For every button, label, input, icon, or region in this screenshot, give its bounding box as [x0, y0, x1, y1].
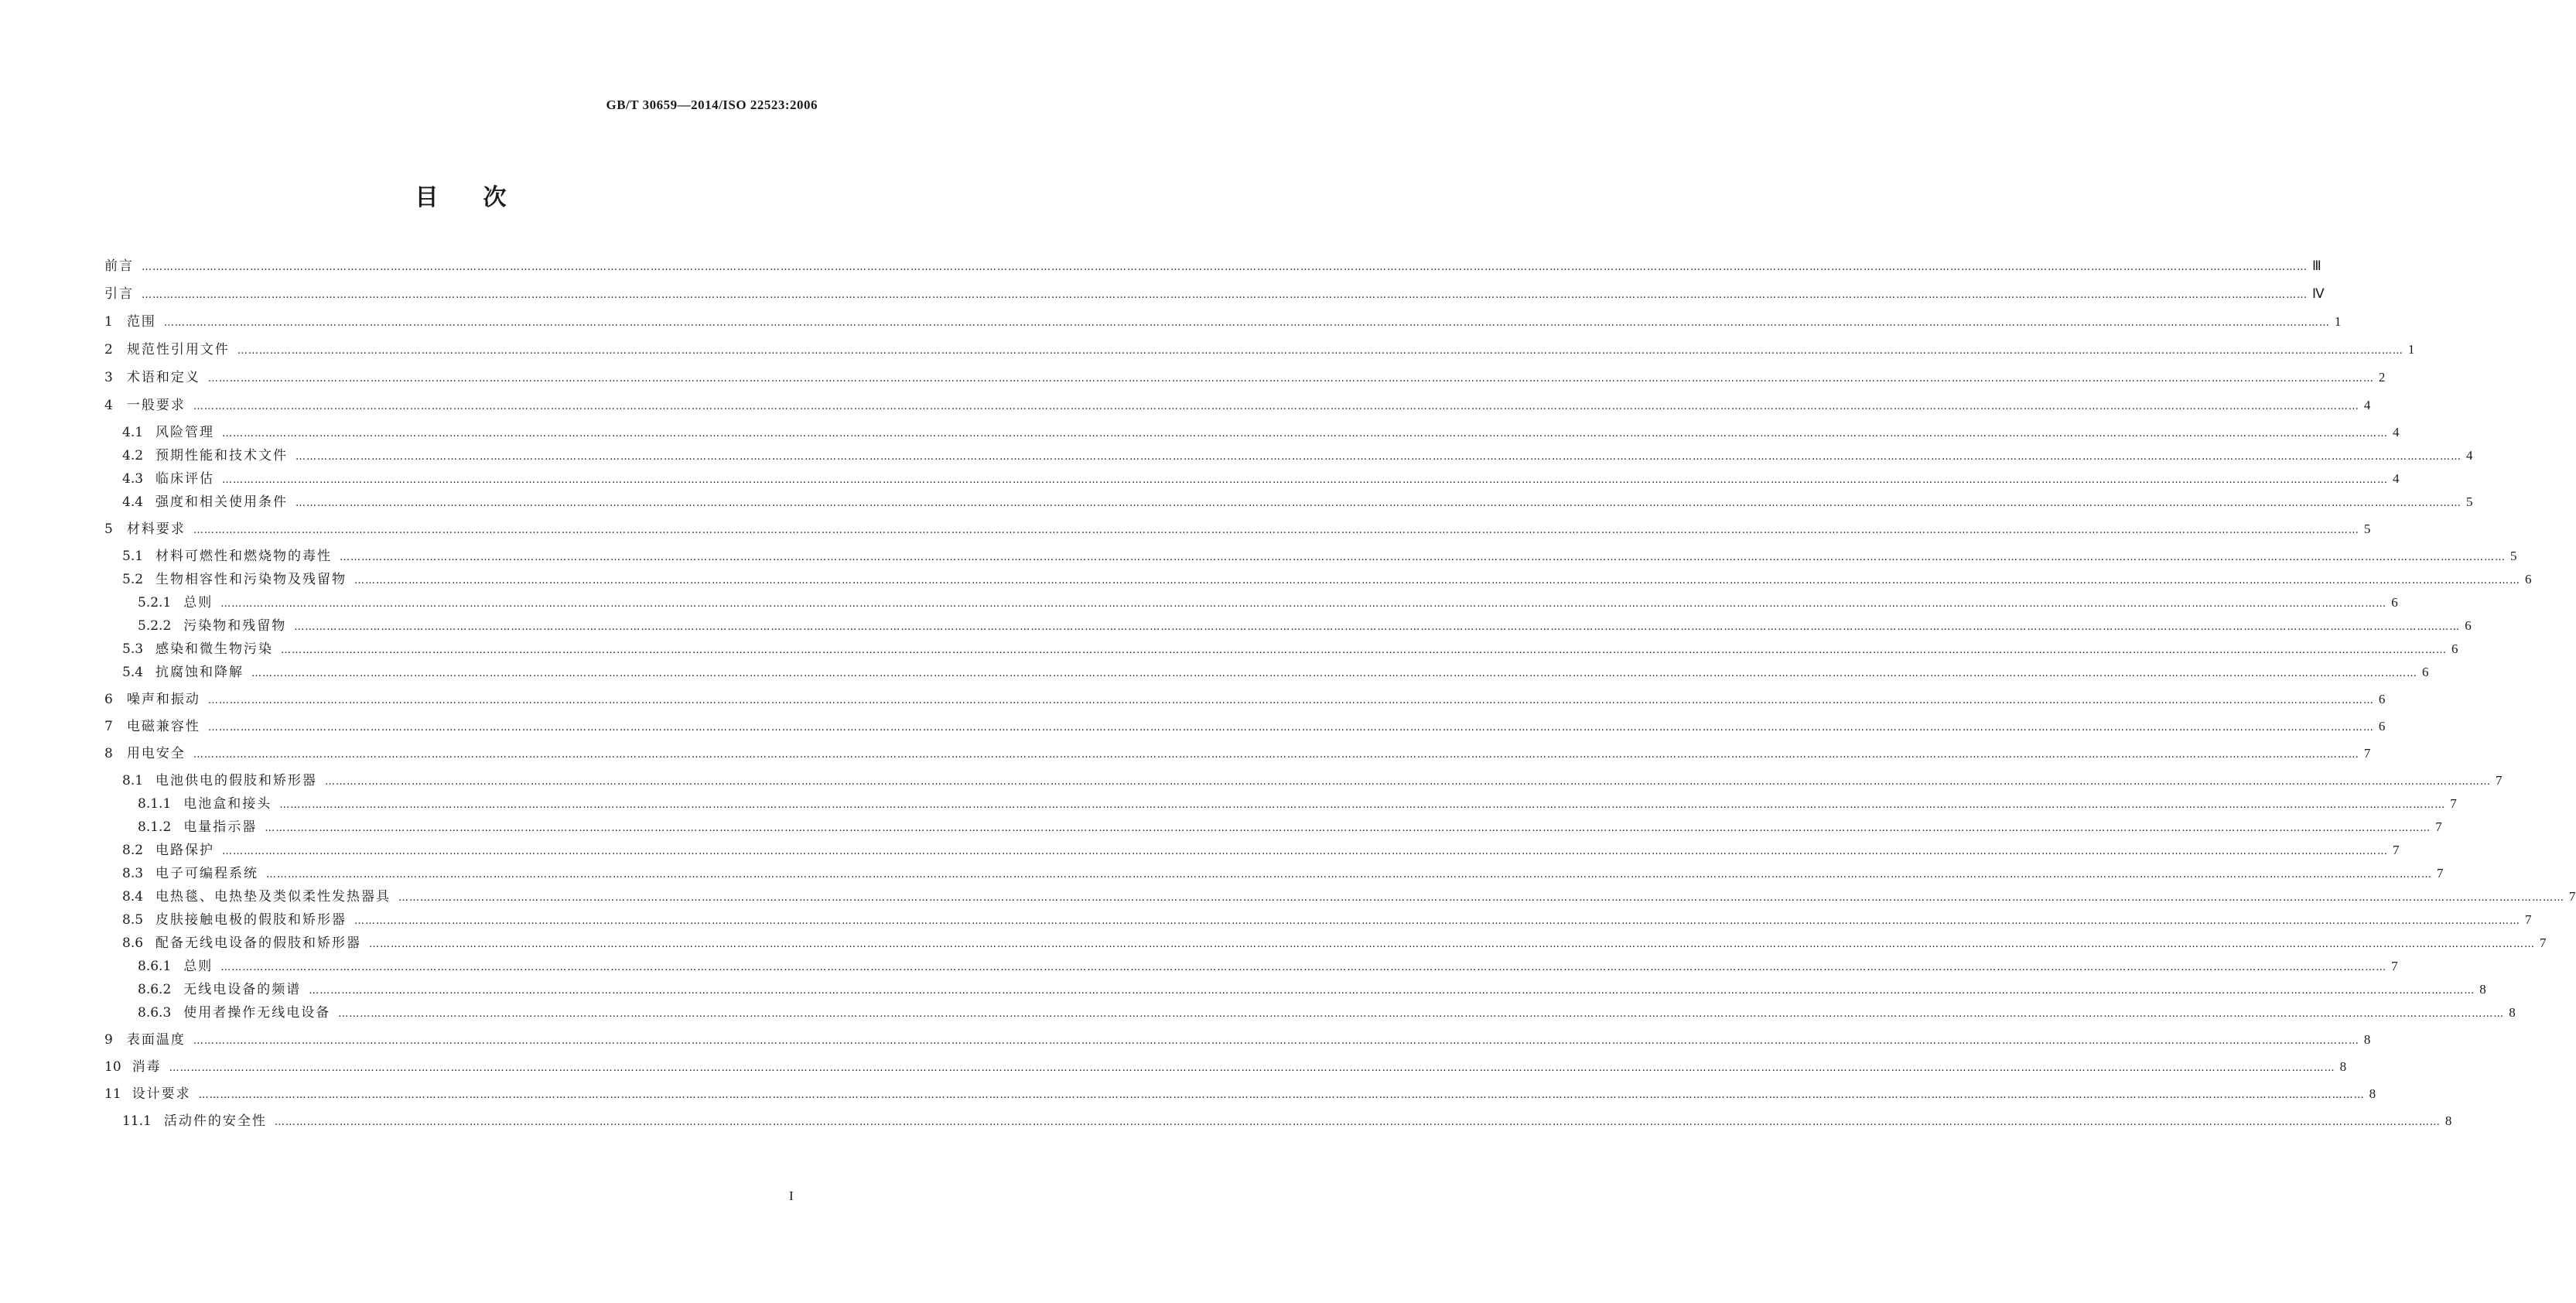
toc-entry-label: 规范性引用文件 [126, 342, 230, 357]
toc-leader-dots: …………………………………………………………………………………………………………………………………………………………………………………………………………………………………………………………………………………………………………………………………………………………………………………………………………………………………………………………………………………………………………………………………………………… [220, 962, 2387, 973]
toc-entry-label: 污染物和残留物 [183, 618, 287, 634]
toc-leader-dots: …………………………………………………………………………………………………………………………………………………………………………………………………………………………………………………………………………………………………………………………………………………………………………………………………………………………………………………………………………………………………………………………………………………… [222, 474, 2389, 486]
toc-entry-number: 8.6 [122, 935, 144, 951]
toc-entry-page: 7 [2391, 959, 2398, 973]
toc-entry-page: 4 [2466, 448, 2473, 463]
toc-entry[interactable] [104, 340, 2415, 359]
toc-entry-page: 5 [2466, 494, 2473, 509]
toc-entry-number: 8.1.1 [138, 796, 172, 812]
toc-entry-page: 8 [2479, 982, 2486, 997]
toc-entry-label: 电子可编程系统 [155, 866, 259, 881]
toc-entry-page: 4 [2393, 471, 2400, 486]
toc-leader-dots: …………………………………………………………………………………………………………………………………………………………………………………………………………………………………………………………………………………………………………………………………………………………………………………………………………………………………………………………………………………………………………………………………………………… [193, 401, 2359, 412]
toc-entry-label: 感染和微生物污染 [155, 641, 274, 657]
toc-entry-label: 活动件的安全性 [163, 1113, 267, 1129]
toc-entry-label: 电磁兼容性 [126, 719, 200, 734]
toc-entry[interactable] [104, 934, 2547, 952]
toc-leader-dots: …………………………………………………………………………………………………………………………………………………………………………………………………………………………………………………………………………………………………………………………………………………………………………………………………………………………………………………………………………………………………………………………………………………… [354, 575, 2521, 587]
toc-entry-label: 电热毯、电热垫及类似柔性发热器具 [155, 889, 391, 905]
toc-entry-label: 电池盒和接头 [183, 796, 272, 812]
toc-entry-page: 6 [2378, 692, 2386, 706]
toc-entry[interactable] [104, 818, 2442, 836]
toc-entry-page: 7 [2540, 935, 2547, 950]
toc-entry-label: 术语和定义 [126, 370, 200, 385]
toc-entry-page: 8 [2339, 1059, 2347, 1074]
toc-entry[interactable] [104, 285, 2325, 303]
toc-entry-number: 8.5 [122, 912, 144, 928]
toc-entry-label: 前言 [104, 258, 134, 274]
toc-entry[interactable] [104, 446, 2473, 465]
toc-entry-page: 7 [2569, 889, 2576, 904]
toc-entry[interactable] [104, 1085, 2376, 1103]
toc-entry[interactable] [104, 744, 2371, 763]
toc-entry[interactable] [104, 640, 2458, 658]
toc-leader-dots: …………………………………………………………………………………………………………………………………………………………………………………………………………………………………………………………………………………………………………………………………………………………………………………………………………………………………………………………………………………………………………………………………………………… [222, 846, 2389, 857]
toc-entry[interactable] [104, 257, 2321, 275]
toc-entry-label: 无线电设备的频谱 [183, 982, 302, 997]
toc-entry-number: 8.1 [122, 773, 144, 788]
toc-entry-page: 6 [2378, 719, 2386, 734]
toc-leader-dots: …………………………………………………………………………………………………………………………………………………………………………………………………………………………………………………………………………………………………………………………………………………………………………………………………………………………………………………………………………………………………………………………………………………… [369, 939, 2536, 950]
toc-entry-page: 2 [2378, 370, 2386, 385]
toc-leader-dots: …………………………………………………………………………………………………………………………………………………………………………………………………………………………………………………………………………………………………………………………………………………………………………………………………………………………………………………………………………………………………………………………………………………… [251, 668, 2418, 679]
toc-entry-number: 4.2 [122, 448, 144, 463]
toc-entry[interactable] [104, 717, 2386, 736]
toc-entry[interactable] [104, 1112, 2452, 1130]
toc-entry-number: 8.6.2 [138, 982, 172, 997]
toc-entry-page: 5 [2510, 549, 2517, 563]
toc-leader-dots: …………………………………………………………………………………………………………………………………………………………………………………………………………………………………………………………………………………………………………………………………………………………………………………………………………………………………………………………………………………………………………………………………………………… [274, 1117, 2441, 1128]
toc-entry-page: 8 [2444, 1113, 2452, 1128]
toc-entry-page: 7 [2496, 773, 2503, 788]
standard-number: GB/T 30659—2014/ISO 22523:2006 [606, 97, 818, 112]
toc-entry-page: 7 [2435, 819, 2442, 834]
toc-entry-page: 7 [2450, 796, 2457, 811]
toc-entry-number: 8.3 [122, 866, 144, 881]
toc-entry-number: 8.2 [122, 843, 144, 858]
toc-entry-label: 抗腐蚀和降解 [155, 665, 244, 680]
toc-entry-number: 10 [104, 1059, 121, 1075]
toc-entry-page: 7 [2393, 843, 2400, 857]
toc-entry-label: 一般要求 [126, 398, 186, 413]
toc-entry[interactable] [104, 795, 2457, 813]
toc-entry-page: 5 [2363, 522, 2371, 536]
page-number: I [789, 1188, 794, 1203]
toc-entry[interactable] [104, 617, 2472, 635]
toc-entry-number: 3 [104, 370, 113, 385]
toc-entry[interactable] [104, 980, 2486, 999]
toc-entry-number: 4.4 [122, 494, 144, 510]
toc-leader-dots: …………………………………………………………………………………………………………………………………………………………………………………………………………………………………………………………………………………………………………………………………………………………………………………………………………………………………………………………………………………………………………………………………………………… [142, 262, 2308, 273]
toc-leader-dots: …………………………………………………………………………………………………………………………………………………………………………………………………………………………………………………………………………………………………………………………………………………………………………………………………………………………………………………………………………………………………………………………………………………… [279, 799, 2446, 811]
toc-entry-number: 8.1.2 [138, 819, 172, 835]
toc-entry-page: Ⅲ [2312, 258, 2321, 273]
toc-entry-number: 1 [104, 314, 113, 330]
toc-entry-page: 4 [2363, 398, 2371, 412]
toc-entry-page: 8 [2369, 1086, 2376, 1101]
toc-entry-number: 5.2.1 [138, 595, 172, 610]
toc-entry-label: 材料要求 [126, 522, 186, 537]
toc-leader-dots: …………………………………………………………………………………………………………………………………………………………………………………………………………………………………………………………………………………………………………………………………………………………………………………………………………………………………………………………………………………………………………………………………………………… [340, 552, 2506, 563]
toc-entry[interactable] [104, 957, 2398, 976]
toc-entry[interactable] [104, 771, 2503, 790]
toc-entry-number: 5.2.2 [138, 618, 172, 634]
toc-entry[interactable] [104, 547, 2517, 566]
toc-entry[interactable] [104, 1031, 2371, 1049]
toc-entry[interactable] [104, 887, 2576, 906]
toc-entry-number: 5 [104, 522, 113, 537]
toc-entry-label: 皮肤接触电极的假肢和矫形器 [155, 912, 347, 928]
toc-leader-dots: …………………………………………………………………………………………………………………………………………………………………………………………………………………………………………………………………………………………………………………………………………………………………………………………………………………………………………………………………………………………………………………………………………………… [266, 869, 2433, 881]
toc-entry-label: 电量指示器 [183, 819, 258, 835]
toc-entry-number: 9 [104, 1032, 113, 1048]
toc-leader-dots: …………………………………………………………………………………………………………………………………………………………………………………………………………………………………………………………………………………………………………………………………………………………………………………………………………………………………………………………………………………………………………………………………………………… [296, 451, 2462, 463]
toc-leader-dots: …………………………………………………………………………………………………………………………………………………………………………………………………………………………………………………………………………………………………………………………………………………………………………………………………………………………………………………………………………………………………………………………………………………… [237, 345, 2403, 357]
page-title: 目次 [415, 184, 552, 211]
toc-entry[interactable] [104, 313, 2342, 331]
toc-entry-number: 2 [104, 342, 113, 357]
toc-entry-number: 4.3 [122, 471, 144, 487]
toc-entry-label: 设计要求 [132, 1086, 191, 1102]
toc-entry-label: 强度和相关使用条件 [155, 494, 289, 510]
toc-leader-dots: …………………………………………………………………………………………………………………………………………………………………………………………………………………………………………………………………………………………………………………………………………………………………………………………………………………………………………………………………………………………………………………………………………………… [193, 749, 2359, 761]
toc-entry-label: 风险管理 [155, 425, 215, 440]
toc-entry-page: 7 [2363, 746, 2371, 761]
toc-entry-number: 4 [104, 398, 113, 413]
toc-leader-dots: …………………………………………………………………………………………………………………………………………………………………………………………………………………………………………………………………………………………………………………………………………………………………………………………………………………………………………………………………………………………………………………………………………………… [354, 915, 2521, 927]
toc-entry[interactable] [104, 593, 2398, 612]
toc-entry-label: 用电安全 [126, 746, 186, 761]
toc-entry[interactable] [104, 423, 2400, 442]
toc-entry-label: 配备无线电设备的假肢和矫形器 [155, 935, 362, 951]
toc-entry-number: 5.2 [122, 572, 144, 587]
toc-leader-dots: …………………………………………………………………………………………………………………………………………………………………………………………………………………………………………………………………………………………………………………………………………………………………………………………………………………………………………………………………………………………………………………………………………………… [309, 985, 2475, 997]
toc-entry-label: 范围 [126, 314, 156, 330]
toc-entry-label: 电路保护 [155, 843, 215, 858]
toc-entry-label: 预期性能和技术文件 [155, 448, 289, 463]
toc-entry-label: 电池供电的假肢和矫形器 [155, 773, 318, 788]
toc-entry-label: 表面温度 [126, 1032, 186, 1048]
toc-entry-number: 11 [104, 1086, 121, 1102]
toc-entry-label: 消毒 [132, 1059, 162, 1075]
toc-entry-page: 8 [2509, 1005, 2516, 1020]
toc-entry-page: 7 [2525, 912, 2532, 927]
toc-entry-label: 临床评估 [155, 471, 215, 487]
toc-entry-page: 6 [2422, 665, 2429, 679]
toc-leader-dots: …………………………………………………………………………………………………………………………………………………………………………………………………………………………………………………………………………………………………………………………………………………………………………………………………………………………………………………………………………………………………………………………………………………… [163, 317, 2330, 329]
toc-entry[interactable] [104, 841, 2400, 860]
toc-leader-dots: …………………………………………………………………………………………………………………………………………………………………………………………………………………………………………………………………………………………………………………………………………………………………………………………………………………………………………………………………………………………………………………………………………………… [296, 498, 2462, 509]
toc-entry-number: 5.3 [122, 641, 144, 657]
toc-leader-dots: …………………………………………………………………………………………………………………………………………………………………………………………………………………………………………………………………………………………………………………………………………………………………………………………………………………………………………………………………………………………………………………………………………………… [198, 1089, 2365, 1101]
toc-entry-number: 6 [104, 692, 113, 707]
toc-entry-number: 5.1 [122, 549, 144, 564]
toc-entry-page: 6 [2391, 595, 2398, 610]
toc-entry[interactable] [104, 1058, 2347, 1076]
toc-entry-page: 6 [2451, 641, 2458, 656]
toc-entry-label: 材料可燃性和燃烧物的毒性 [155, 549, 333, 564]
toc-leader-dots: …………………………………………………………………………………………………………………………………………………………………………………………………………………………………………………………………………………………………………………………………………………………………………………………………………………………………………………………………………………………………………………………………………………… [294, 621, 2461, 633]
toc-leader-dots: …………………………………………………………………………………………………………………………………………………………………………………………………………………………………………………………………………………………………………………………………………………………………………………………………………………………………………………………………………………………………………………………………………………… [265, 822, 2431, 834]
toc-entry-page: 6 [2525, 572, 2532, 587]
toc-entry-label: 生物相容性和污染物及残留物 [155, 572, 347, 587]
toc-entry[interactable] [104, 1004, 2516, 1022]
toc-entry[interactable] [104, 520, 2371, 539]
toc-entry-number: 11.1 [122, 1113, 152, 1129]
toc-leader-dots: …………………………………………………………………………………………………………………………………………………………………………………………………………………………………………………………………………………………………………………………………………………………………………………………………………………………………………………………………………………………………………………………………………………… [398, 892, 2565, 904]
toc-entry-page: 8 [2363, 1032, 2371, 1047]
toc-entry-number: 8.4 [122, 889, 144, 905]
toc-leader-dots: …………………………………………………………………………………………………………………………………………………………………………………………………………………………………………………………………………………………………………………………………………………………………………………………………………………………………………………………………………………………………………………………………………………… [325, 776, 2492, 788]
toc-entry[interactable] [104, 663, 2429, 682]
toc-entry-label: 总则 [183, 595, 214, 610]
toc-entry-number: 8 [104, 746, 113, 761]
toc-entry-label: 引言 [104, 286, 134, 302]
toc-entry-number: 8.6.1 [138, 959, 172, 974]
toc-entry-number: 5.4 [122, 665, 144, 680]
toc-entry[interactable] [104, 396, 2371, 415]
toc-entry-page: 4 [2393, 425, 2400, 439]
toc-leader-dots: …………………………………………………………………………………………………………………………………………………………………………………………………………………………………………………………………………………………………………………………………………………………………………………………………………………………………………………………………………………………………………………………………………………… [207, 373, 2374, 385]
toc-entry[interactable] [104, 570, 2532, 589]
toc-leader-dots: …………………………………………………………………………………………………………………………………………………………………………………………………………………………………………………………………………………………………………………………………………………………………………………………………………………………………………………………………………………………………………………………………………………… [220, 598, 2387, 610]
toc-leader-dots: …………………………………………………………………………………………………………………………………………………………………………………………………………………………………………………………………………………………………………………………………………………………………………………………………………………………………………………………………………………………………………………………………………………… [281, 645, 2448, 656]
toc-entry[interactable] [104, 368, 2386, 387]
toc-leader-dots: …………………………………………………………………………………………………………………………………………………………………………………………………………………………………………………………………………………………………………………………………………………………………………………………………………………………………………………………………………………………………………………………………………………… [193, 1035, 2359, 1047]
toc-leader-dots: …………………………………………………………………………………………………………………………………………………………………………………………………………………………………………………………………………………………………………………………………………………………………………………………………………………………………………………………………………………………………………………………………………………… [222, 428, 2389, 439]
toc-entry-page: 1 [2334, 314, 2342, 329]
toc-leader-dots: …………………………………………………………………………………………………………………………………………………………………………………………………………………………………………………………………………………………………………………………………………………………………………………………………………………………………………………………………………………………………………………………………………………… [207, 722, 2374, 734]
toc-leader-dots: …………………………………………………………………………………………………………………………………………………………………………………………………………………………………………………………………………………………………………………………………………………………………………………………………………………………………………………………………………………………………………………………………………………… [207, 695, 2374, 706]
toc-entry-number: 7 [104, 719, 113, 734]
toc-entry-label: 噪声和振动 [126, 692, 200, 707]
toc-leader-dots: …………………………………………………………………………………………………………………………………………………………………………………………………………………………………………………………………………………………………………………………………………………………………………………………………………………………………………………………………………………………………………………………………………………… [169, 1062, 2335, 1074]
toc-leader-dots: …………………………………………………………………………………………………………………………………………………………………………………………………………………………………………………………………………………………………………………………………………………………………………………………………………………………………………………………………………………………………………………………………………………… [193, 525, 2359, 536]
toc-entry-number: 4.1 [122, 425, 144, 440]
toc-entry-page: 7 [2437, 866, 2444, 881]
toc-entry[interactable] [104, 864, 2444, 883]
toc-entry-page: Ⅳ [2312, 286, 2325, 301]
toc-entry[interactable] [104, 493, 2473, 511]
toc-leader-dots: …………………………………………………………………………………………………………………………………………………………………………………………………………………………………………………………………………………………………………………………………………………………………………………………………………………………………………………………………………………………………………………………………………………… [338, 1008, 2505, 1020]
toc-entry-label: 使用者操作无线电设备 [183, 1005, 331, 1021]
toc-leader-dots: …………………………………………………………………………………………………………………………………………………………………………………………………………………………………………………………………………………………………………………………………………………………………………………………………………………………………………………………………………………………………………………………………………………… [142, 289, 2308, 301]
toc-entry[interactable] [104, 911, 2532, 929]
toc-entry-number: 8.6.3 [138, 1005, 172, 1021]
toc-entry[interactable] [104, 470, 2400, 488]
toc-entry-page: 1 [2407, 342, 2415, 357]
toc-entry-page: 6 [2465, 618, 2472, 633]
toc-entry-label: 总则 [183, 959, 214, 974]
toc-entry[interactable] [104, 690, 2386, 709]
